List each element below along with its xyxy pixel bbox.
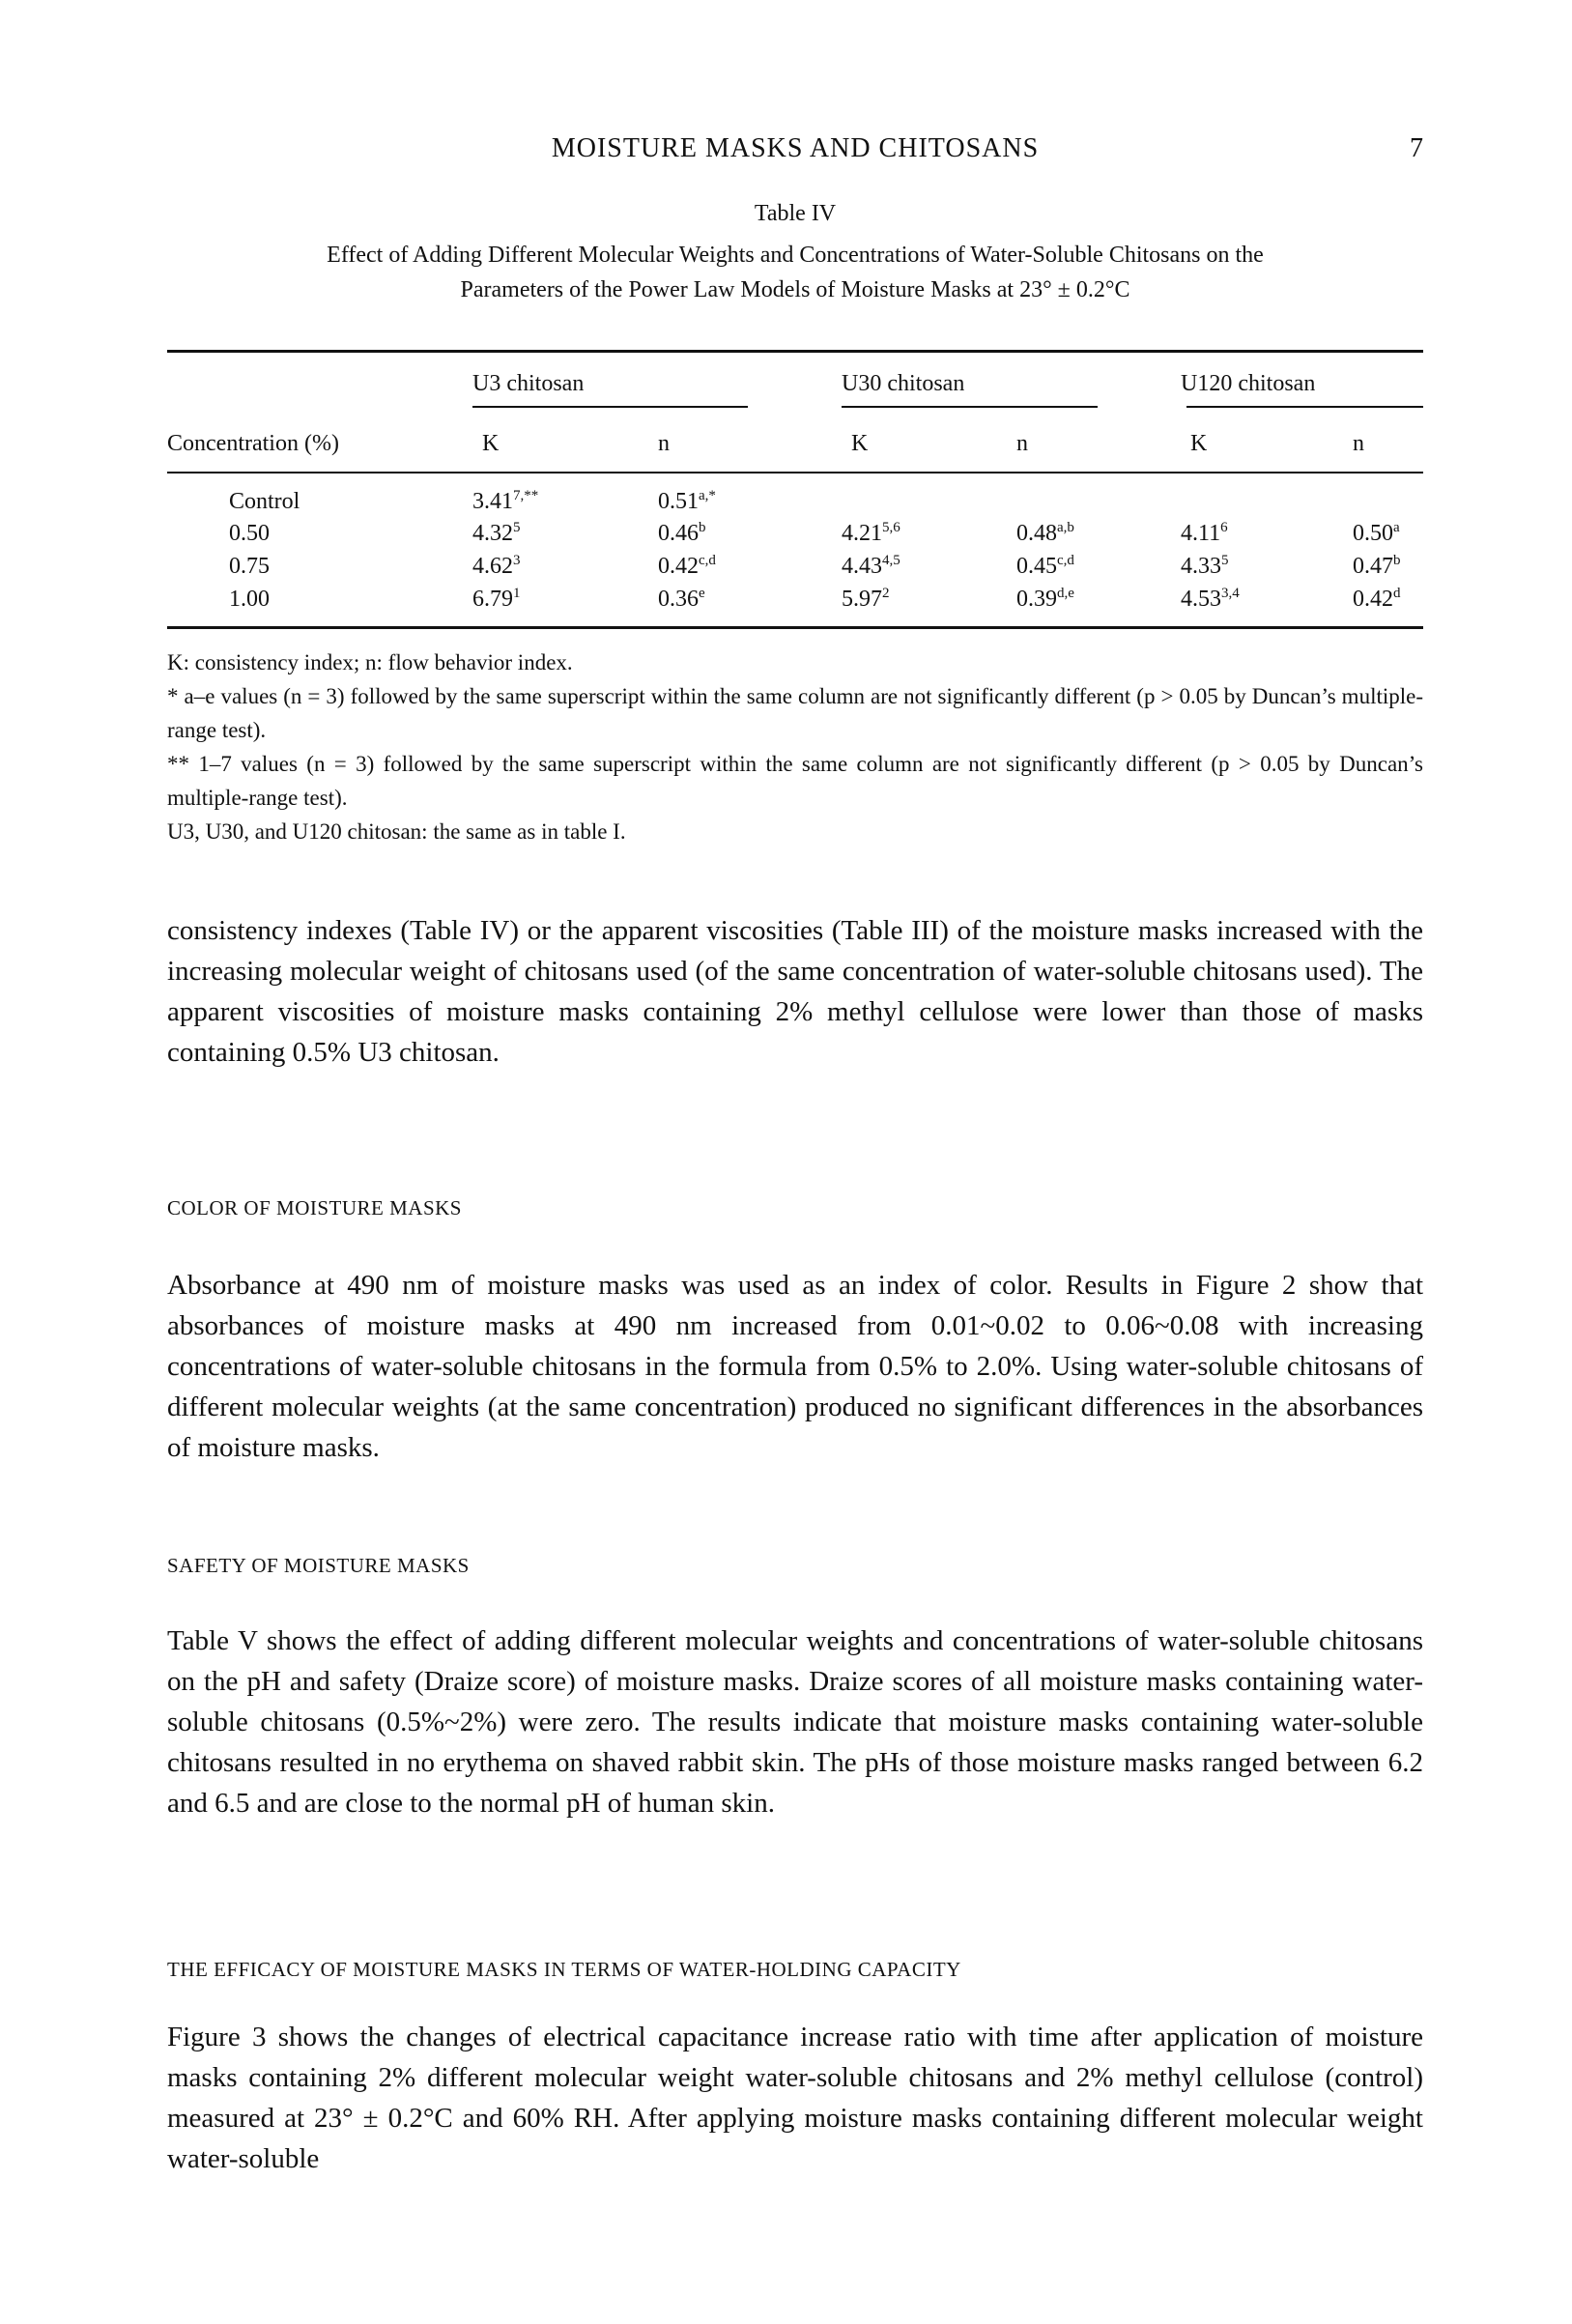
paragraph: Absorbance at 490 nm of moisture masks was used as an index of color. Results in Figure 2 show that absorbances of moisture masks at 490 nm increased from 0.01~0.02 to 0.06~0.08 with increasing concentrations of water-soluble chitosans in the formula from 0.5% to 2.0%. Using water-soluble chitosans of different molecular weights (at the same concentration) produced no significant differences in the absorbances of moisture masks. (167, 1270, 1423, 1463)
column-header: K (1190, 431, 1208, 456)
group-header-u3: U3 chitosan (472, 371, 585, 396)
cell-superscript: 3,4 (1221, 586, 1240, 601)
cell-superscript: d,e (1057, 586, 1074, 601)
cell-value: 4.21 (842, 521, 882, 546)
section-heading: SAFETY OF MOISTURE MASKS (167, 1554, 470, 1577)
cell-superscript: 7,** (513, 488, 539, 503)
table-notes (167, 646, 1423, 848)
cell-superscript: 5 (1221, 553, 1229, 568)
group-header-u120: U120 chitosan (1181, 371, 1316, 396)
column-header: Concentration (%) (167, 431, 339, 456)
caption-line: Effect of Adding Different Molecular Weights and Concentrations of Water-Soluble Chitosans on the (327, 243, 1264, 268)
group-rule (1186, 406, 1423, 408)
group-rule (842, 406, 1098, 408)
row-label: Control (229, 489, 300, 514)
table-cell (1181, 521, 1228, 547)
cell-value: 0.42 (658, 554, 699, 579)
cell-superscript: 2 (882, 586, 890, 601)
cell-value: 4.62 (472, 554, 513, 579)
table-cell (658, 554, 716, 580)
cell-superscript: 4,5 (882, 553, 900, 568)
table-cell (842, 554, 900, 580)
table-cell (1353, 521, 1400, 547)
page-number: 7 (1410, 133, 1423, 163)
cell-superscript: 1 (513, 586, 521, 601)
cell-value: 0.50 (1353, 521, 1393, 546)
table-cell (472, 587, 521, 613)
cell-superscript: 6 (1220, 520, 1228, 535)
cell-value: 4.53 (1181, 587, 1221, 612)
cell-superscript: b (1393, 553, 1401, 568)
table-cell (1181, 587, 1240, 613)
table-cell (472, 521, 521, 547)
table-cell (1016, 521, 1074, 547)
column-header: n (658, 431, 670, 456)
table-header-rule (167, 472, 1423, 473)
column-header: n (1016, 431, 1028, 456)
cell-value: 4.33 (1181, 554, 1221, 579)
cell-value: 0.42 (1353, 587, 1393, 612)
section-heading: COLOR OF MOISTURE MASKS (167, 1196, 462, 1219)
table-title: Table IV (754, 201, 837, 226)
column-header: n (1353, 431, 1364, 456)
cell-value: 6.79 (472, 587, 513, 612)
cell-superscript: c,d (1057, 553, 1074, 568)
table-top-rule (167, 350, 1423, 353)
cell-superscript: a,b (1057, 520, 1074, 535)
table-cell (1353, 554, 1401, 580)
cell-superscript: b (699, 520, 706, 535)
cell-value: 3.41 (472, 489, 513, 514)
cell-superscript: d (1393, 586, 1401, 601)
table-cell (472, 489, 538, 515)
cell-value: 0.36 (658, 587, 699, 612)
cell-superscript: a (1393, 520, 1400, 535)
cell-value: 0.46 (658, 521, 699, 546)
row-label: 0.75 (229, 554, 270, 579)
cell-value: 0.51 (658, 489, 699, 514)
table-note: ** 1–7 values (n = 3) followed by the same superscript within the same column are not significantly different (p > 0.05 by Duncan’s multiple-range test). (167, 752, 1423, 810)
cell-value: 5.97 (842, 587, 882, 612)
cell-value: 0.47 (1353, 554, 1393, 579)
table-note: * a–e values (n = 3) followed by the same superscript within the same column are not significantly different (p > 0.05 by Duncan’s multiple-range test). (167, 684, 1423, 742)
table-cell (1016, 587, 1074, 613)
table-note: K: consistency index; n: flow behavior index. (167, 650, 573, 674)
table-cell (842, 587, 890, 613)
cell-value: 0.48 (1016, 521, 1057, 546)
column-header: K (482, 431, 500, 456)
group-header-u30: U30 chitosan (842, 371, 965, 396)
table-cell (658, 587, 705, 613)
table-bottom-rule (167, 626, 1423, 629)
running-title: MOISTURE MASKS AND CHITOSANS (551, 133, 1040, 163)
row-label: 1.00 (229, 587, 270, 612)
table-cell (658, 521, 706, 547)
section-heading: THE EFFICACY OF MOISTURE MASKS IN TERMS OF WATER-HOLDING CAPACITY (167, 1958, 961, 1981)
table-cell (842, 521, 900, 547)
table-cell (472, 554, 521, 580)
paragraph: Figure 3 shows the changes of electrical capacitance increase ratio with time after application of moisture masks containing 2% different molecular weight water-soluble chitosans and 2% methyl cellulose (control) measured at 23° ± 0.2°C and 60% RH. After applying moisture masks containing different molecular weight water-soluble (167, 2022, 1423, 2174)
cell-superscript: 3 (513, 553, 521, 568)
table-cell (658, 489, 716, 515)
cell-superscript: 5,6 (882, 520, 900, 535)
table-cell (1016, 554, 1074, 580)
cell-superscript: c,d (699, 553, 716, 568)
cell-superscript: e (699, 586, 705, 601)
paragraph: Table V shows the effect of adding different molecular weights and concentrations of water-soluble chitosans on the pH and safety (Draize score) of moisture masks. Draize scores of all moisture masks containing water-soluble chitosans (0.5%~2%) were zero. The results indicate that moisture masks containing water-soluble chitosans resulted in no erythema on shaved rabbit skin. The pHs of those moisture masks ranged between 6.2 and 6.5 and are close to the normal pH of human skin. (167, 1625, 1423, 1819)
cell-value: 4.43 (842, 554, 882, 579)
caption-line: Parameters of the Power Law Models of Moisture Masks at 23° ± 0.2°C (460, 277, 1130, 302)
paragraph: consistency indexes (Table IV) or the apparent viscosities (Table III) of the moisture masks increased with the increasing molecular weight of chitosans used (of the same concentration of water-soluble chitosans used). The apparent viscosities of moisture masks containing 2% methyl cellulose were lower than those of masks containing 0.5% U3 chitosan. (167, 915, 1423, 1068)
table-cell (1353, 587, 1401, 613)
table-note: U3, U30, and U120 chitosan: the same as in table I. (167, 819, 626, 844)
cell-value: 4.32 (472, 521, 513, 546)
table-cell (1181, 554, 1229, 580)
cell-superscript: 5 (513, 520, 521, 535)
cell-value: 0.39 (1016, 587, 1057, 612)
column-header: K (851, 431, 869, 456)
row-label: 0.50 (229, 521, 270, 546)
table-caption (167, 238, 1423, 307)
cell-superscript: a,* (699, 488, 716, 503)
cell-value: 0.45 (1016, 554, 1057, 579)
cell-value: 4.11 (1181, 521, 1221, 546)
group-rule (472, 406, 748, 408)
